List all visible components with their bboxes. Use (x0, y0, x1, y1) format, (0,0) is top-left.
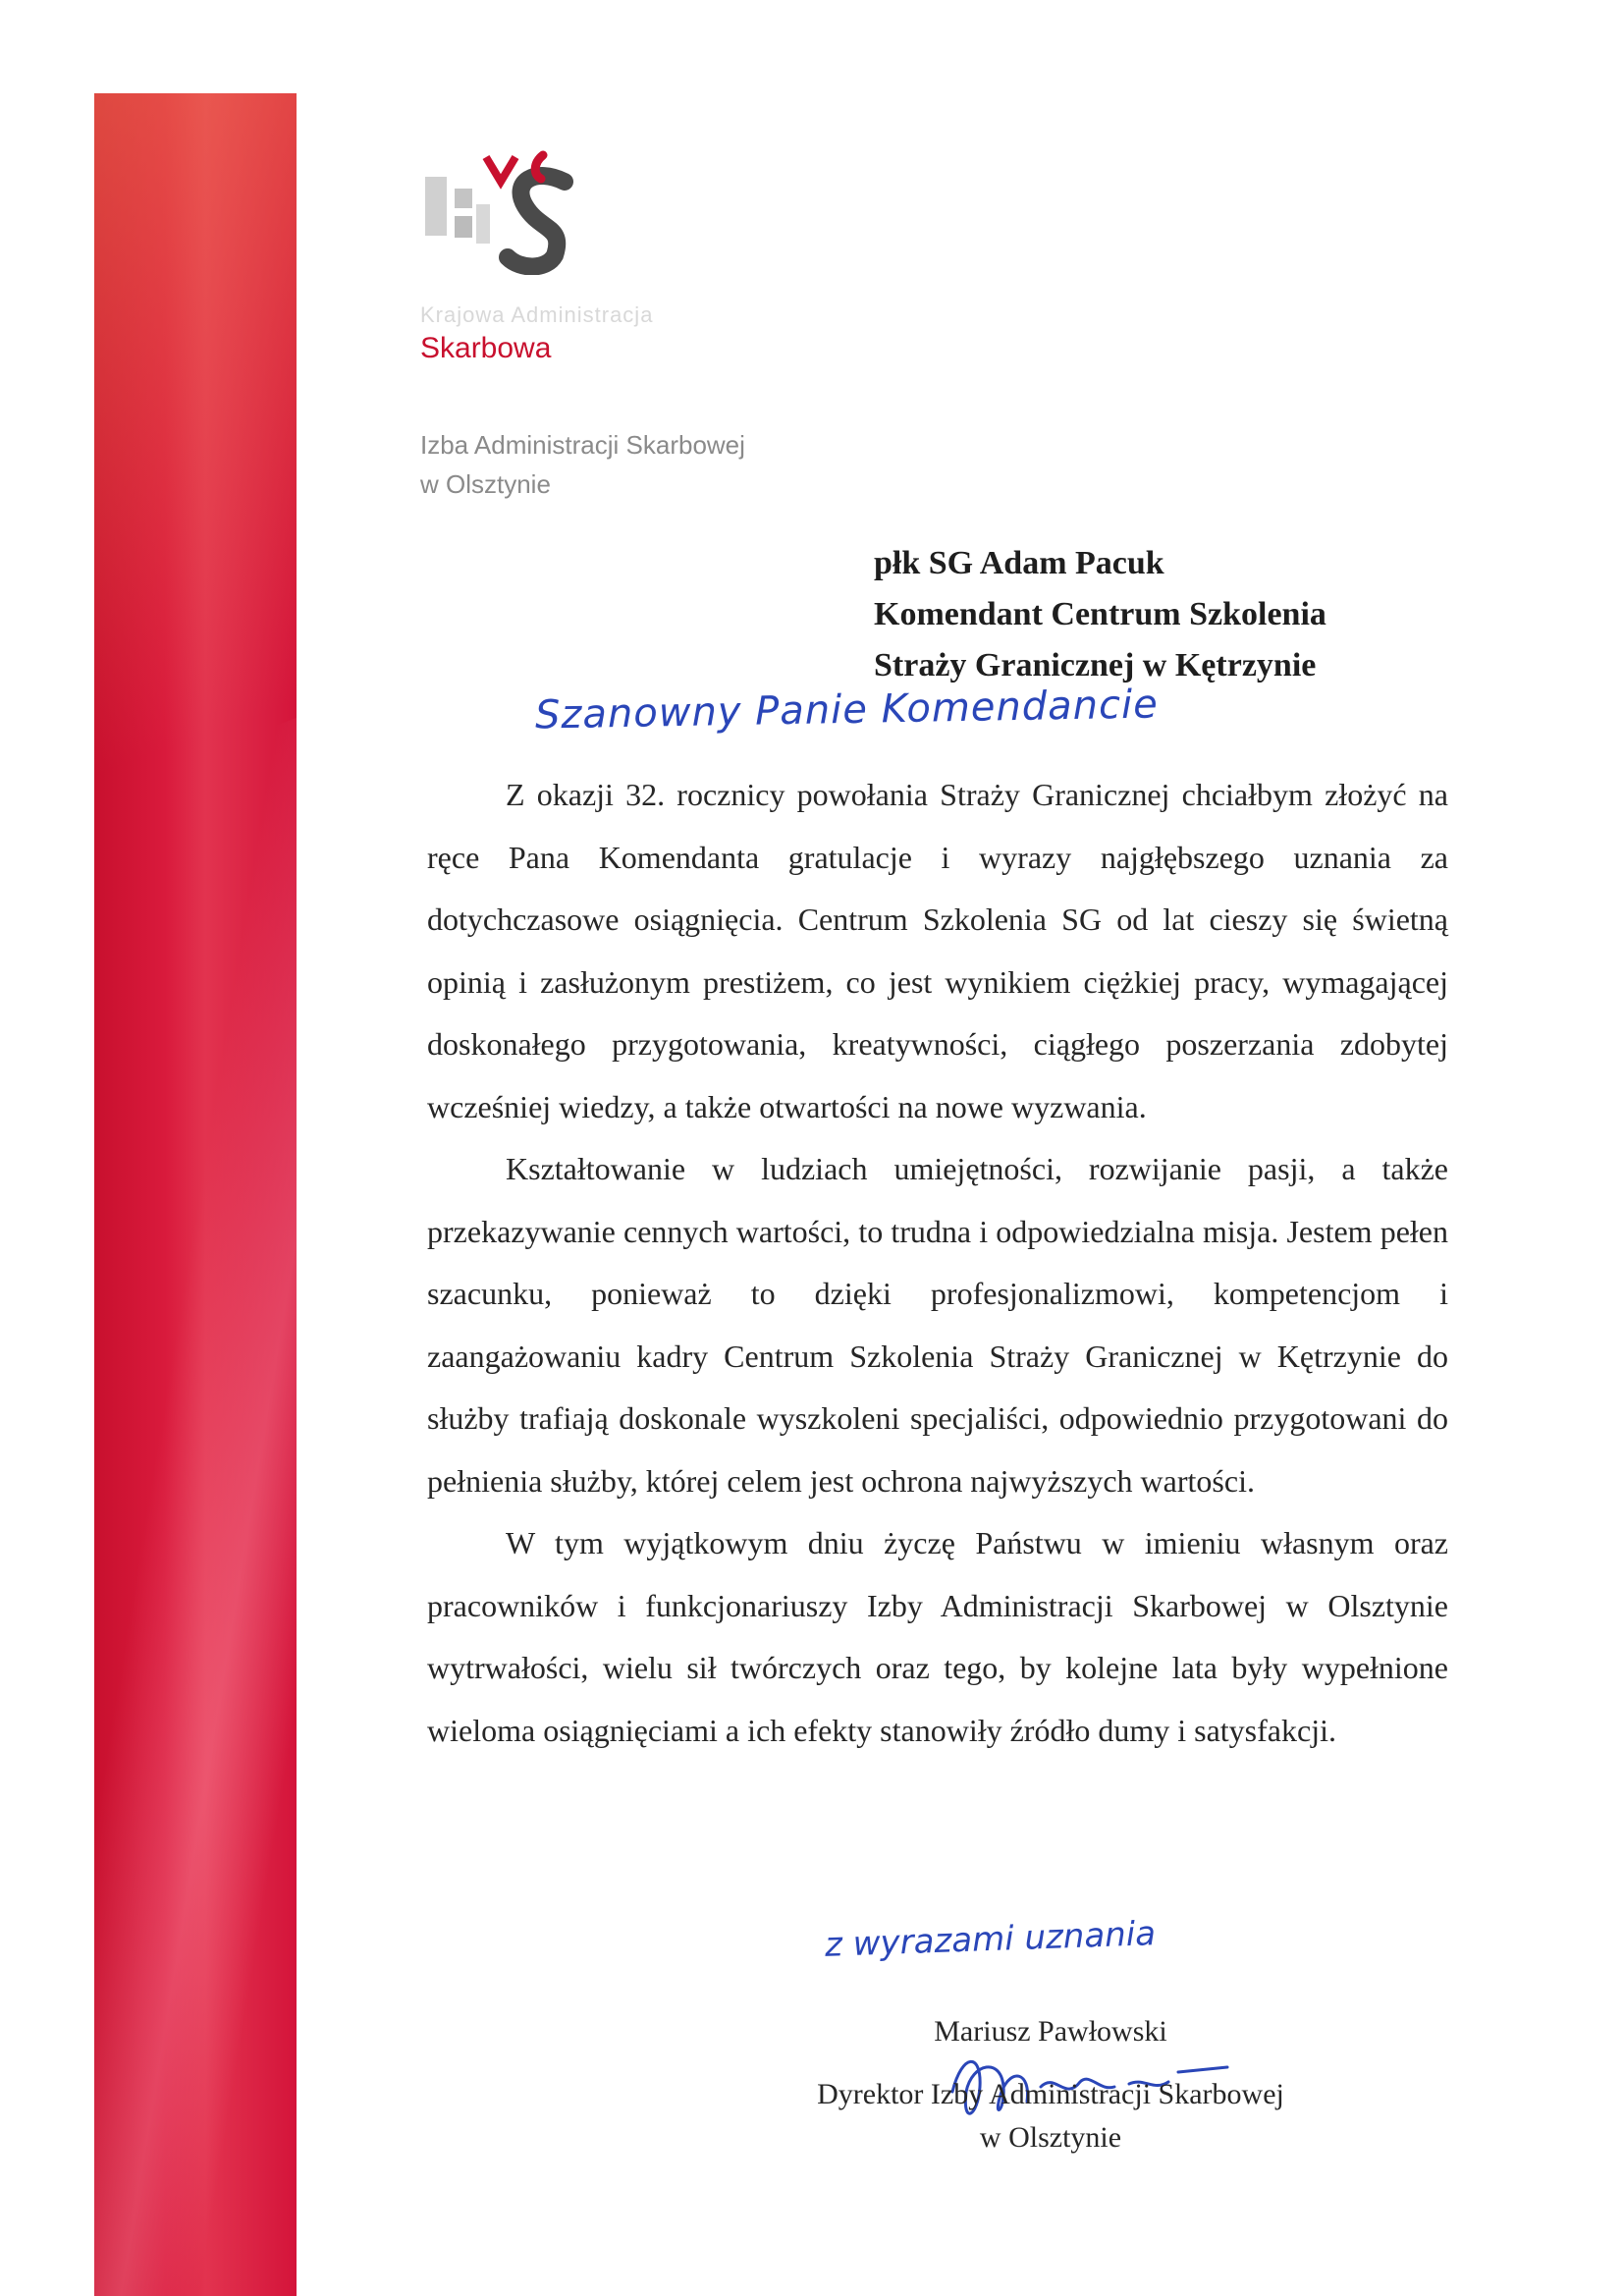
office-block (420, 425, 745, 504)
addressee-position: Komendant Centrum Szkolenia (874, 596, 1326, 632)
addressee-unit: Straży Granicznej w Kętrzynie (874, 647, 1317, 683)
paragraph-3: W tym wyjątkowym dniu życzę Państwu w imieniu własnym oraz pracowników i funkcjonariuszy Izby Administracji Skarbowej w Olsztynie wytrwałości, wielu sił twórczych oraz tego, by kolejne lata były wypełnione wieloma osiągnięciami a ich efekty stanowiły źródło dumy i satysfakcji. (427, 1525, 1448, 1748)
signer-city: w Olsztynie (979, 2121, 1122, 2154)
paragraph-2: Kształtowanie w ludziach umiejętności, rozwijanie pasji, a także przekazywanie cennych wartości, to trudna i odpowiedzialna misja. Jestem pełen szacunku, ponieważ to dzięki profesjonalizmowi, kompetencjom i zaangażowaniu kadry Centrum Szkolenia Straży Granicznej w Kętrzynie do służby trafiają doskonale wyszkoleni specjaliści, odpowiednio przygotowani do pełnienia służby, której celem jest ochrona najwyższych wartości. (427, 1151, 1448, 1499)
signer-name: Mariusz Pawłowski (934, 2015, 1167, 2048)
paragraph-1: Z okazji 32. rocznicy powołania Straży Granicznej chciałbym złożyć na ręce Pana Komendanta gratulacje i wyrazy najgłębszego uznania za dotychczasowe osiągnięcia. Centrum Szkolenia SG od lat cieszy się świetną opinią i zasłużonym prestiżem, co jest wynikiem ciężkiej pracy, wymagającej doskonałego przygotowania, kreatywności, ciągłego poszerzania zdobytej wcześniej wiedzy, a także otwartości na nowe wyzwania. (427, 777, 1448, 1124)
office-city: w Olsztynie (420, 469, 551, 499)
letter-body (427, 764, 1448, 1762)
signer-title: Dyrektor Izby Administracji Skarbowej (817, 2078, 1284, 2110)
addressee-name: płk SG Adam Pacuk (874, 545, 1164, 581)
agency-name: Krajowa Administracja (420, 302, 654, 327)
handwritten-closing: z wyrazami uznania (824, 1914, 1157, 1965)
decorative-red-band (94, 93, 297, 2296)
office-name: Izba Administracji Skarbowej (420, 430, 745, 460)
addressee-block (874, 538, 1326, 691)
signer-block (785, 2010, 1316, 2159)
handwritten-salutation: Szanowny Panie Komendancie (534, 682, 1160, 738)
brand-name: Skarbowa (420, 332, 552, 364)
kas-logo-icon (417, 147, 594, 275)
